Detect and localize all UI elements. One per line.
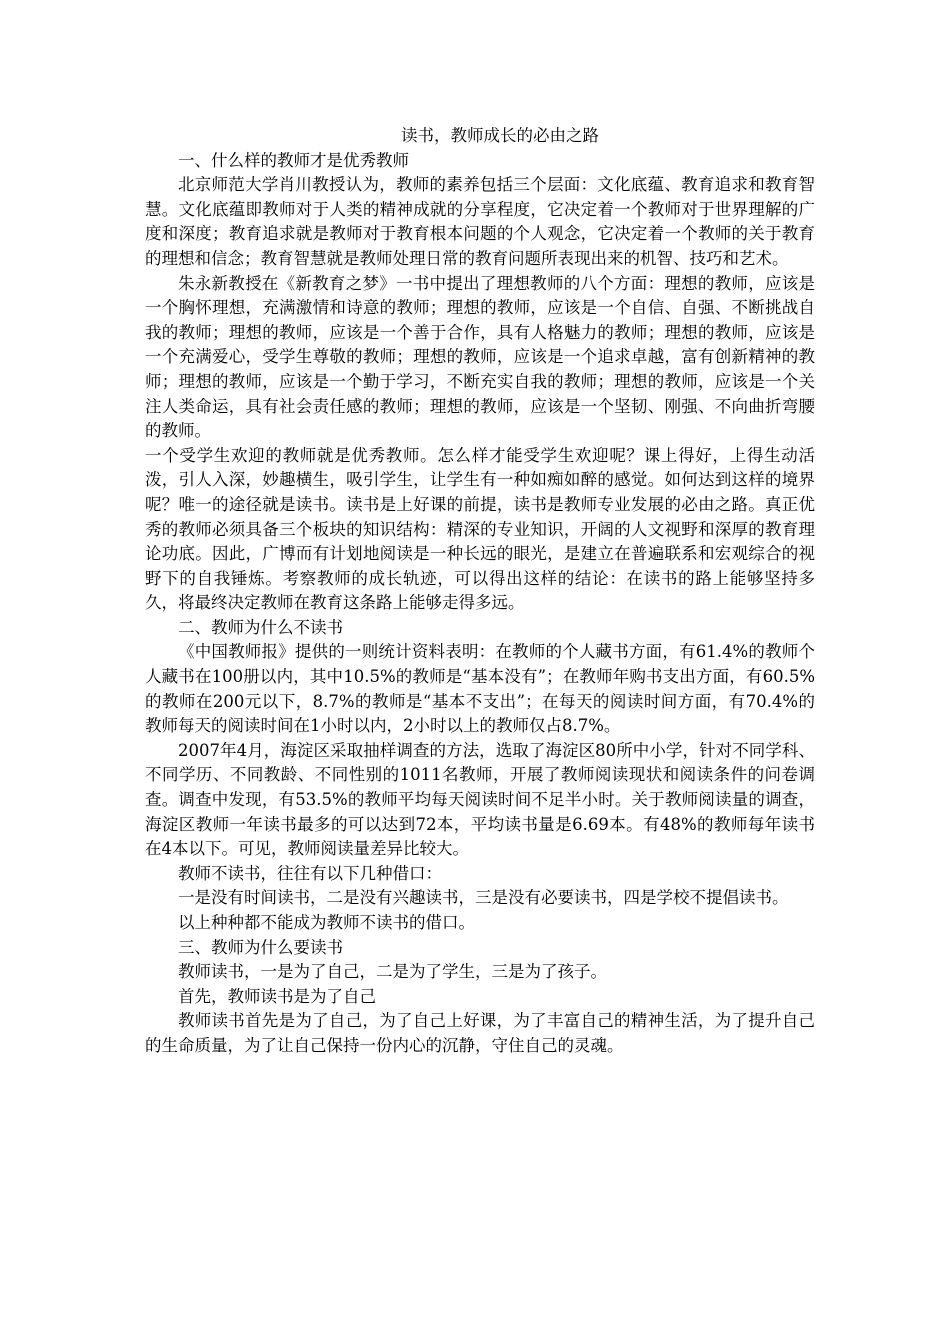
paragraph-xiao-chuan: 北京师范大学肖川教授认为，教师的素养包括三个层面：文化底蕴、教育追求和教育智慧。文化底蕴即教师对于人类的精神成就的分享程度，它决定着一个教师对于世界理解的广度和深度；教育追求就是教师对于教育根本问题的个人观念，它决定着一个教师的关于教育的理想和信念；教育智慧就是教师处理日常的教育问题所表现出来的机智、技巧和艺术。 [145, 175, 815, 268]
paragraph-popular-teacher: 一个受学生欢迎的教师就是优秀教师。怎么样才能受学生欢迎呢？课上得好，上得生动活泼，引人入深，妙趣横生，吸引学生，让学生有一种如痴如醉的感觉。如何达到这样的境界呢？唯一的途径就是读书。读书是上好课的前提，读书是教师专业发展的必由之路。真正优秀的教师必须具备三个板块的知识结构：精深的专业知识，开阔的人文视野和深厚的教育理论功底。因此，广博而有计划地阅读是一种长远的眼光，是建立在普遍联系和宏观综合的视野下的自我锤炼。考察教师的成长轨迹，可以得出这样的结论：在读书的路上能够坚持多久，将最终决定教师在教育这条路上能够走得多远。 [145, 445, 815, 613]
section-heading-2: 二、教师为什么不读书 [178, 617, 343, 637]
paragraph-haidian-survey: 2007年4月，海淀区采取抽样调查的方法，选取了海淀区80所中小学，针对不同学科、不同学历、不同教龄、不同性别的1011名教师，开展了教师阅读现状和阅读条件的问卷调查。调查中发现，有53.5%的教师平均每天阅读时间不足半小时。关于教师阅读量的调查，海淀区教师一年读书最多的可以达到72本，平均读书量是6.69本。有48%的教师每年读书在4本以下。可见，教师阅读量差异比较大。 [145, 740, 815, 859]
section-heading-3: 三、教师为什么要读书 [178, 937, 343, 957]
paragraph-three-reasons: 教师读书，一是为了自己，二是为了学生，三是为了孩子。 [178, 962, 607, 982]
paragraph-excuses-intro: 教师不读书，往往有以下几种借口： [178, 863, 442, 883]
paragraph-statistics: 《中国教师报》提供的一则统计资料表明：在教师的个人藏书方面，有61.4%的教师个人藏书在100册以内，其中10.5%的教师是“基本没有”；在教师年购书支出方面，有60.5%的教师在200元以下，8.7%的教师是“基本不支出”；在每天的阅读时间方面，有70.4%的教师每天的阅读时间在1小时以内，2小时以上的教师仅占8.7%。 [145, 642, 815, 736]
paragraph-no-excuse: 以上种种都不能成为教师不读书的借口。 [178, 913, 475, 932]
section-heading-1: 一、什么样的教师才是优秀教师 [178, 150, 409, 170]
paragraph-zhu-yongxin: 朱永新教授在《新教育之梦》一书中提出了理想教师的八个方面：理想的教师，应该是一个胸怀理想，充满激情和诗意的教师；理想的教师，应该是一个自信、自强、不断挑战自我的教师；理想的教师，应该是一个善于合作，具有人格魅力的教师；理想的教师，应该是一个充满爱心，受学生尊敬的教师；理想的教师，应该是一个追求卓越，富有创新精神的教师；理想的教师，应该是一个勤于学习，不断充实自我的教师；理想的教师，应该是一个关注人类命运，具有社会责任感的教师；理想的教师，应该是一个坚韧、刚强、不向曲折弯腰的教师。 [145, 273, 815, 441]
subheading-first-reason: 首先，教师读书是为了自己 [178, 986, 376, 1006]
document-body [145, 124, 815, 1059]
document-title: 读书，教师成长的必由之路 [401, 126, 599, 145]
paragraph-excuses-list: 一是没有时间读书，二是没有兴趣读书，三是没有必要读书，四是学校不提倡读书。 [178, 888, 789, 908]
paragraph-for-oneself: 教师读书首先是为了自己，为了自己上好课，为了丰富自己的精神生活，为了提升自己的生命质量，为了让自己保持一份内心的沉静，守住自己的灵魂。 [145, 1011, 815, 1055]
